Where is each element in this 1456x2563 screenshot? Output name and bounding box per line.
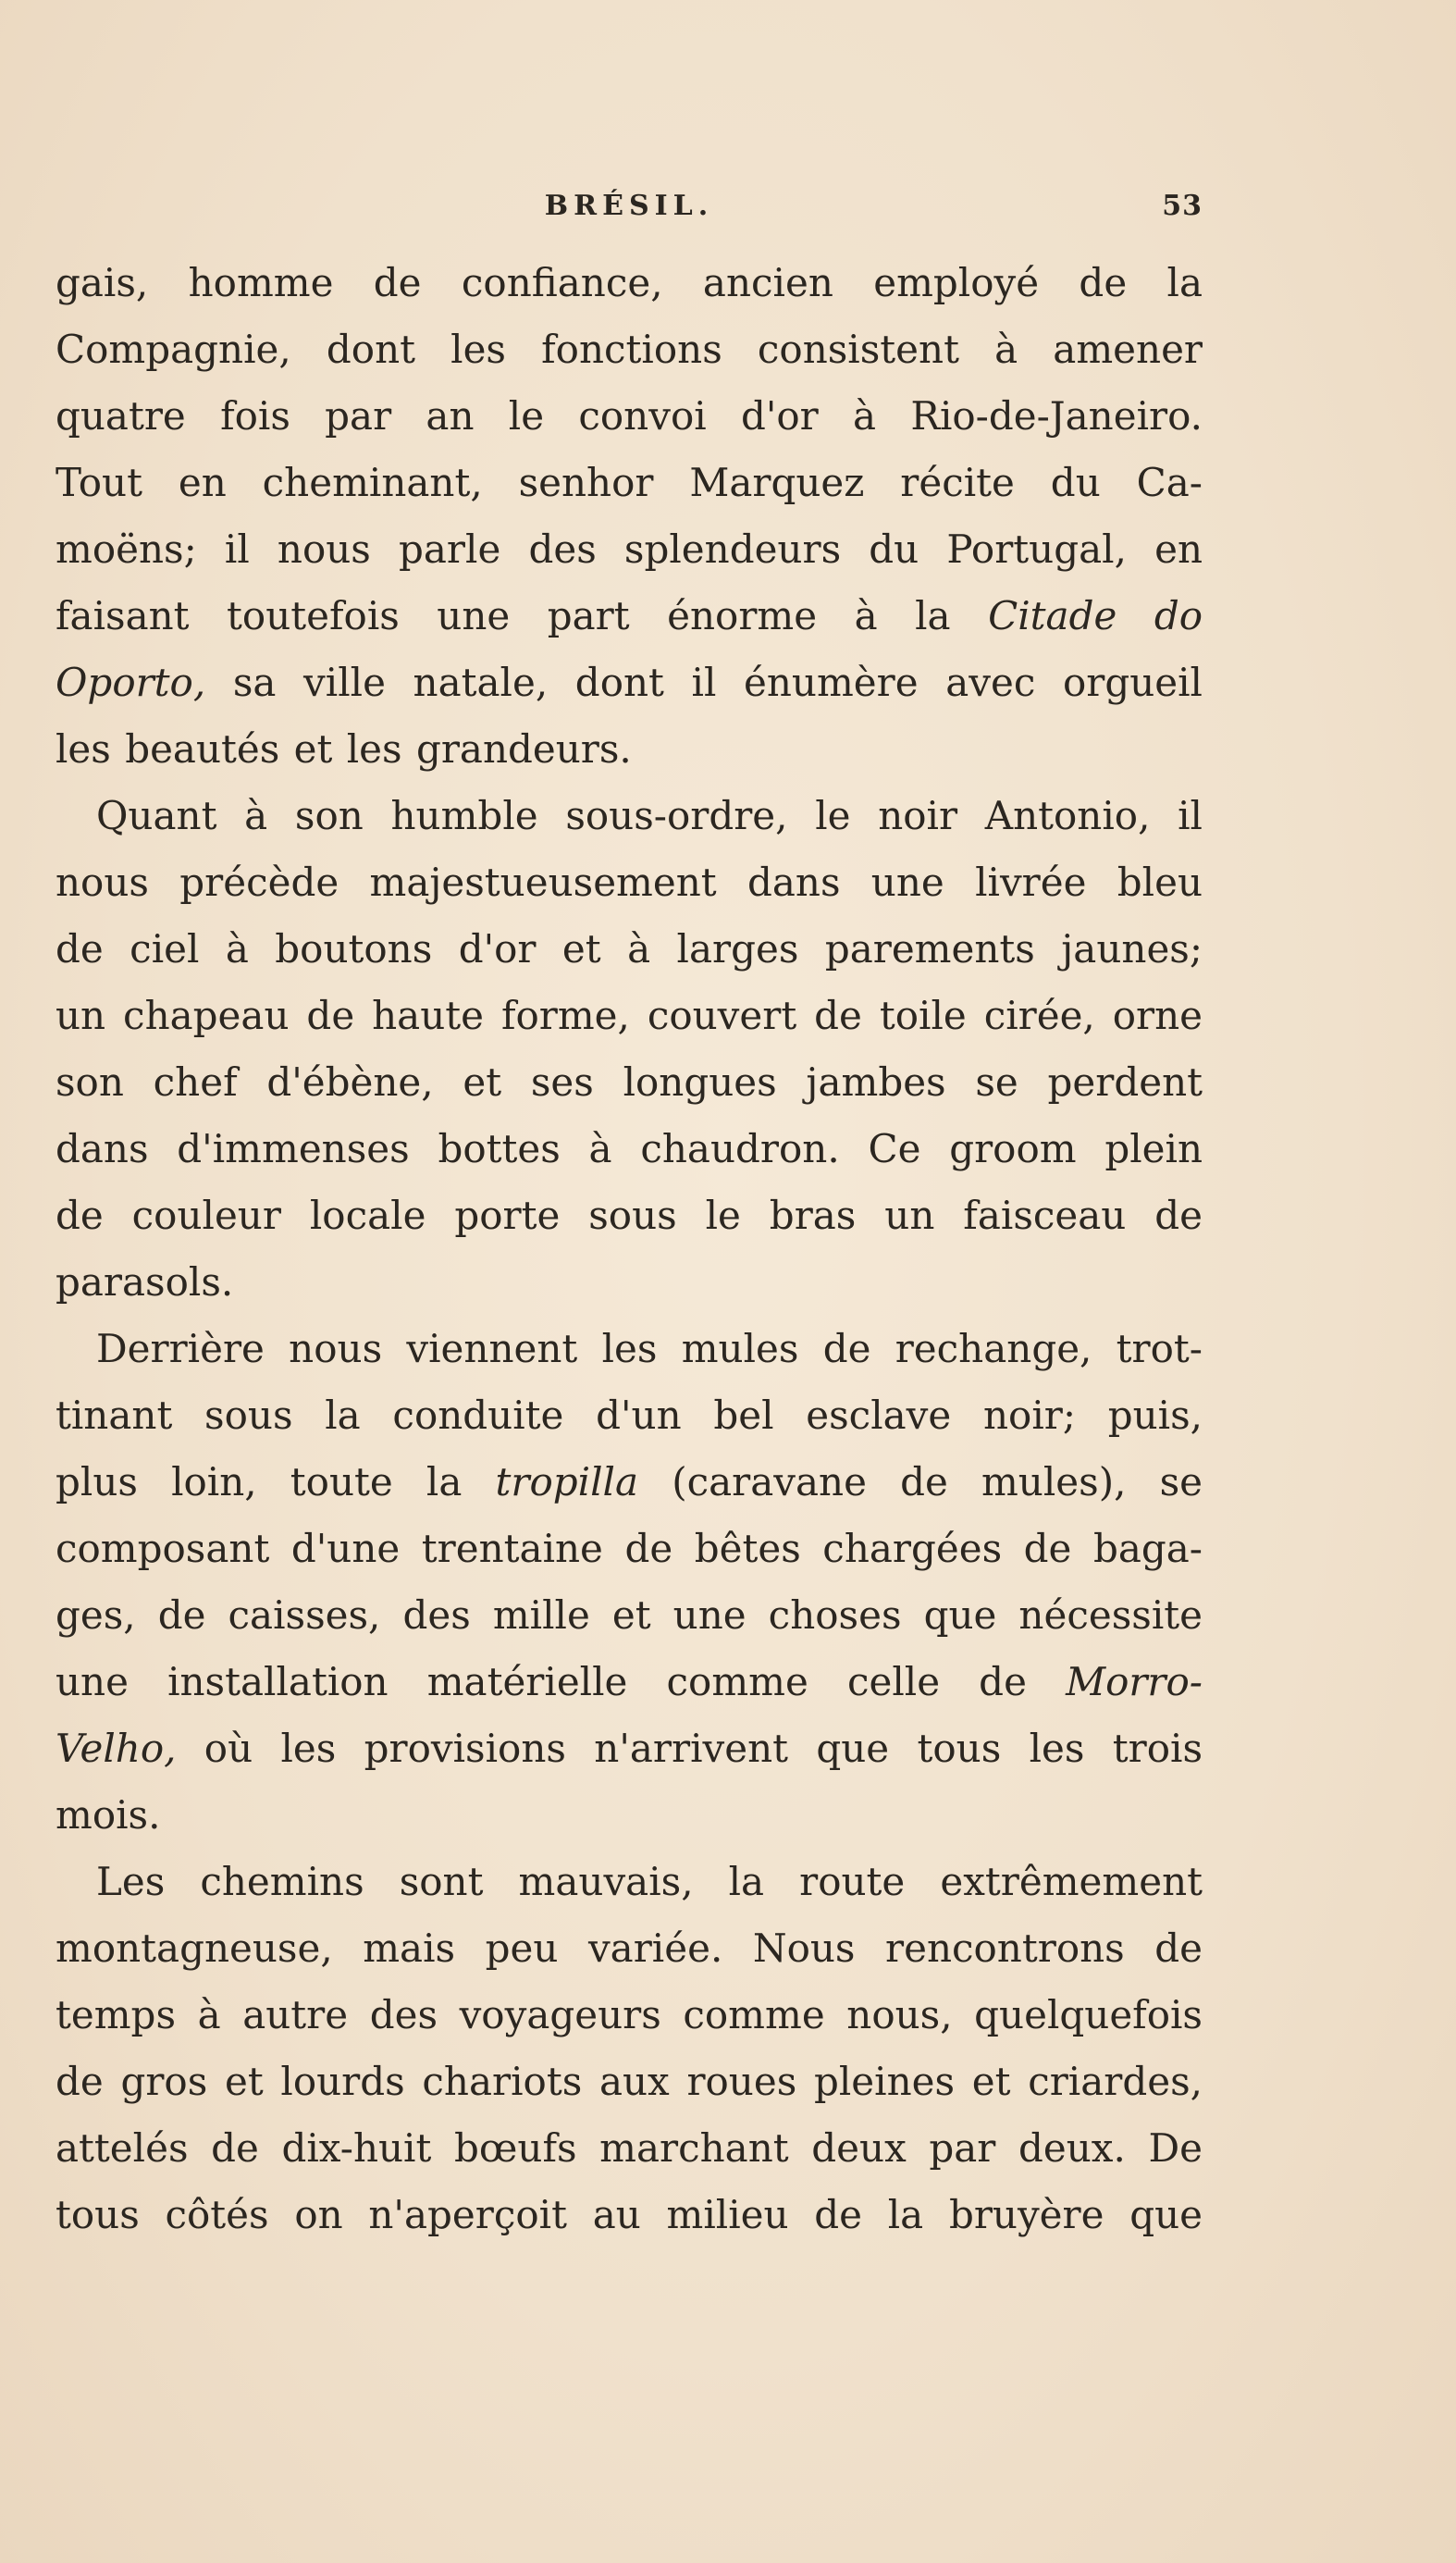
text-line: [56, 650, 1203, 716]
text-line: Compagnie, dont les fonctions consistent à amener: [56, 327, 1203, 372]
text-line: composant d'une trentaine de bêtes chargées de baga-: [56, 1526, 1203, 1571]
italic-place-name: Citade do: [988, 593, 1203, 638]
text-line: un chapeau de haute forme, couvert de toile cirée, orne: [56, 993, 1203, 1038]
text-line: quatre fois par an le convoi d'or à Rio-de-Janeiro.: [56, 393, 1203, 439]
text-line: montagneuse, mais peu variée. Nous rencontrons de: [56, 1925, 1203, 1971]
text-line: parasols.: [56, 1259, 234, 1305]
text-line: de ciel à boutons d'or et à larges parements jaunes;: [56, 926, 1203, 972]
italic-place-name: Morro-: [1066, 1659, 1203, 1704]
text-line: son chef d'ébène, et ses longues jambes se perdent: [56, 1059, 1203, 1105]
text-line: gais, homme de confiance, ancien employé de la: [56, 260, 1203, 305]
italic-term: tropilla: [495, 1459, 639, 1504]
text-segment: plus loin, toute la: [56, 1459, 463, 1504]
text-line: ges, de caisses, des mille et une choses que nécessite: [56, 1592, 1203, 1638]
running-title: BRÉSIL.: [544, 190, 714, 222]
text-line: Quant à son humble sous-ordre, le noir Antonio, il: [96, 793, 1203, 838]
body-text: [56, 250, 1203, 2248]
text-line: Les chemins sont mauvais, la route extrêmement: [96, 1859, 1203, 1904]
italic-place-name: Velho,: [56, 1726, 177, 1771]
text-line: mois.: [56, 1792, 161, 1838]
text-line: attelés de dix-huit bœufs marchant deux par deux. De: [56, 2125, 1203, 2171]
text-line: dans d'immenses bottes à chaudron. Ce groom plein: [56, 1126, 1203, 1171]
text-line: [56, 1715, 1203, 1782]
text-line: temps à autre des voyageurs comme nous, quelquefois: [56, 1992, 1203, 2037]
text-line: [56, 1649, 1203, 1715]
text-line: moëns; il nous parle des splendeurs du Portugal, en: [56, 526, 1203, 572]
page-number: 53: [1162, 190, 1203, 222]
text-segment: (caravane de mules), se: [672, 1459, 1203, 1504]
text-line: les beautés et les grandeurs.: [56, 726, 632, 772]
text-segment: sa ville natale, dont il énumère avec orgueil: [232, 660, 1203, 705]
text-line: tous côtés on n'aperçoit au milieu de la bruyère que: [56, 2192, 1203, 2237]
text-line: nous précède majestueusement dans une livrée bleu: [56, 860, 1203, 905]
text-line: tinant sous la conduite d'un bel esclave noir; puis,: [56, 1393, 1203, 1438]
italic-place-name: Oporto,: [56, 660, 206, 705]
text-line: Tout en cheminant, senhor Marquez récite du Ca-: [56, 460, 1203, 505]
text-line: Derrière nous viennent les mules de rechange, trot-: [96, 1326, 1203, 1371]
text-segment: faisant toutefois une part énorme à la: [56, 593, 951, 638]
text-line: de gros et lourds chariots aux roues pleines et criardes,: [56, 2059, 1203, 2104]
text-segment: une installation matérielle comme celle de: [56, 1659, 1027, 1704]
text-line: [56, 1449, 1203, 1516]
text-line: de couleur locale porte sous le bras un faisceau de: [56, 1193, 1203, 1238]
text-segment: où les provisions n'arrivent que tous les trois: [204, 1726, 1203, 1771]
text-line: [56, 583, 1203, 650]
